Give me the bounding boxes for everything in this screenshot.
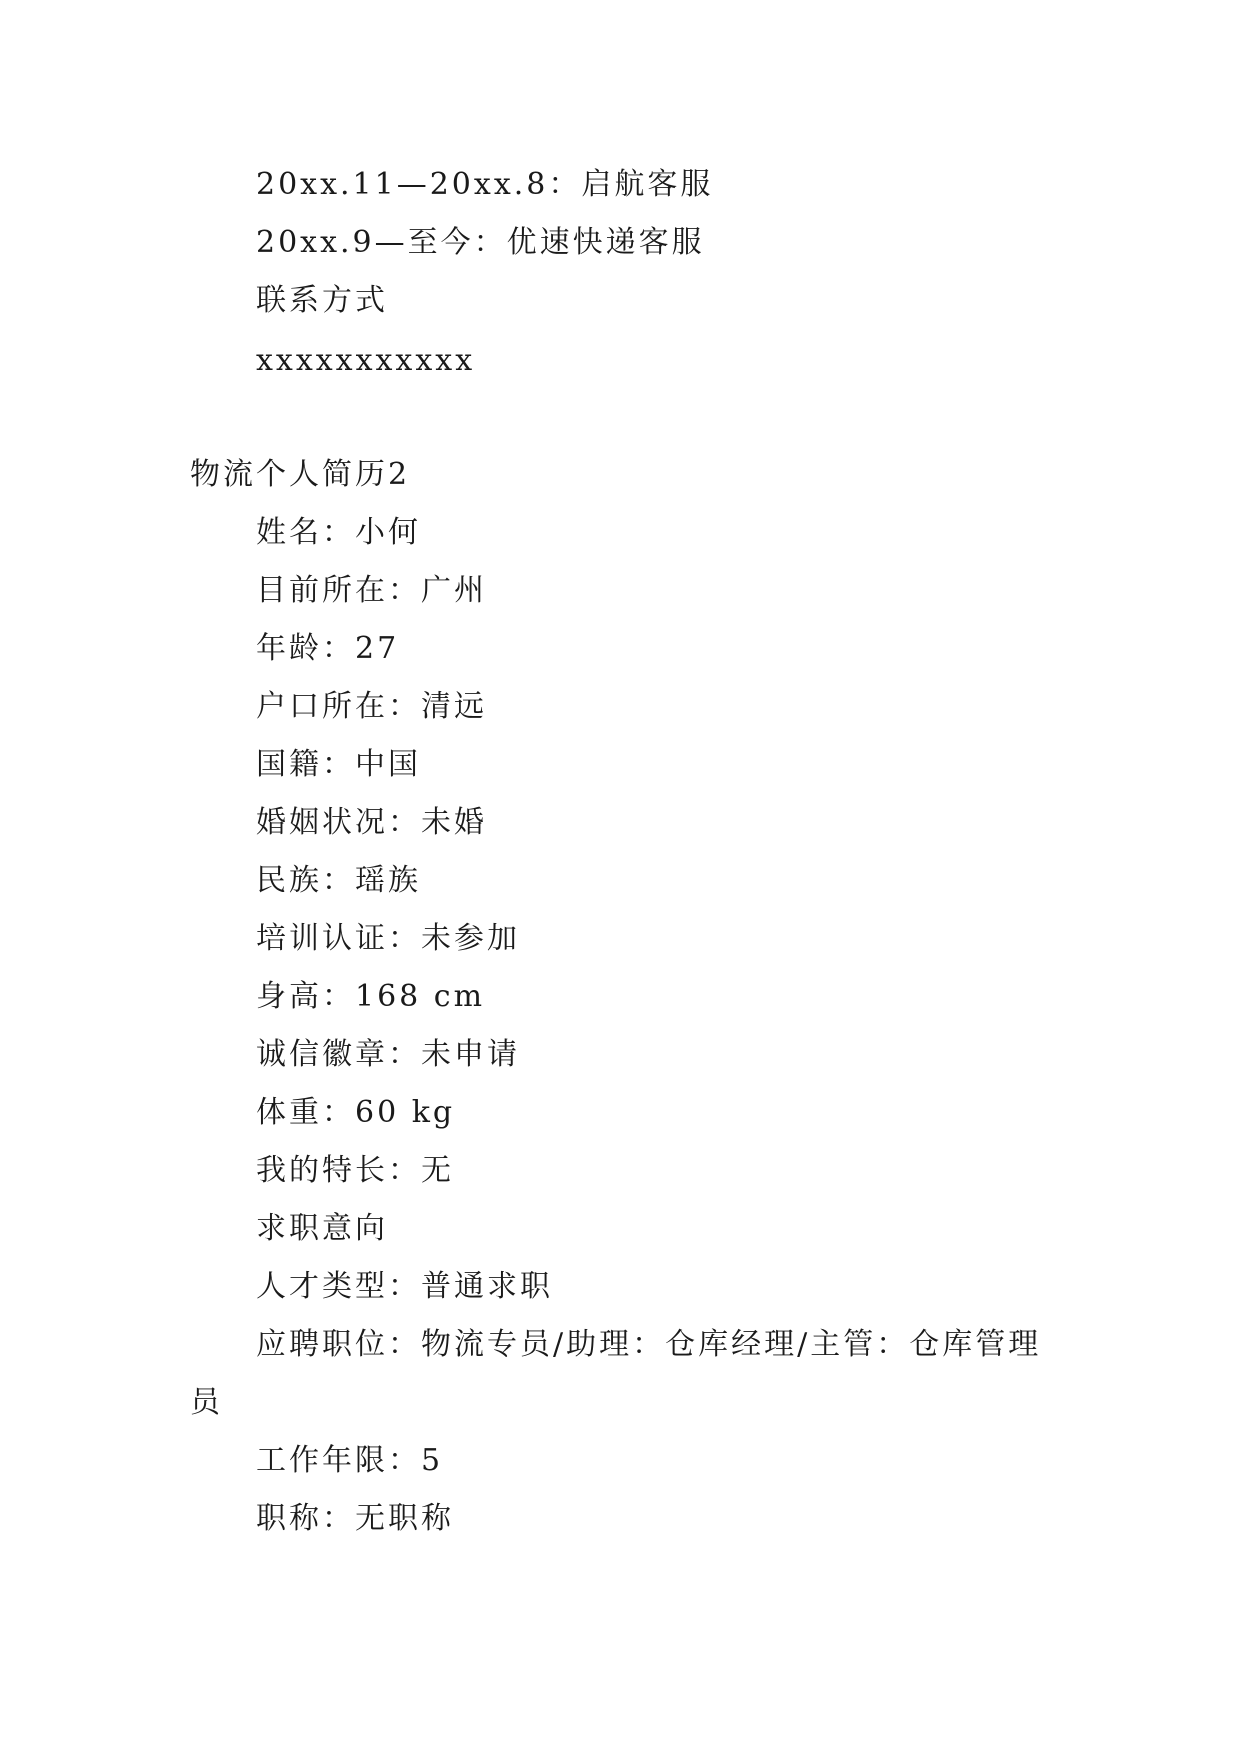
field-integrity-badge: 诚信徽章：未申请 [256,1037,520,1072]
field-professional-title: 职称：无职称 [256,1501,454,1536]
work-history-item: 20xx.9—至今：优速快递客服 [256,225,705,260]
field-marital-status: 婚姻状况：未婚 [256,805,487,840]
field-current-location: 目前所在：广州 [256,573,487,608]
work-history-item: 20xx.11—20xx.8：启航客服 [256,167,714,202]
field-age: 年龄：27 [256,631,400,666]
field-weight: 体重：60 kg [256,1095,456,1130]
job-intent-heading: 求职意向 [256,1211,388,1246]
resume-title: 物流个人简历2 [190,457,411,492]
field-ethnicity: 民族：瑶族 [256,863,421,898]
contact-heading: 联系方式 [256,283,388,318]
field-certification: 培训认证：未参加 [256,921,520,956]
field-talent-type: 人才类型：普通求职 [256,1269,553,1304]
field-hukou: 户口所在：清远 [256,689,487,724]
field-position-applied-continued: 员 [190,1385,223,1420]
field-name: 姓名：小何 [256,515,421,550]
field-height: 身高：168 cm [256,979,486,1014]
contact-value: xxxxxxxxxxx [256,343,476,378]
field-specialty: 我的特长：无 [256,1153,454,1188]
field-nationality: 国籍：中国 [256,747,421,782]
field-years-of-work: 工作年限：5 [256,1443,444,1478]
field-position-applied: 应聘职位：物流专员/助理：仓库经理/主管：仓库管理 [256,1327,1042,1362]
